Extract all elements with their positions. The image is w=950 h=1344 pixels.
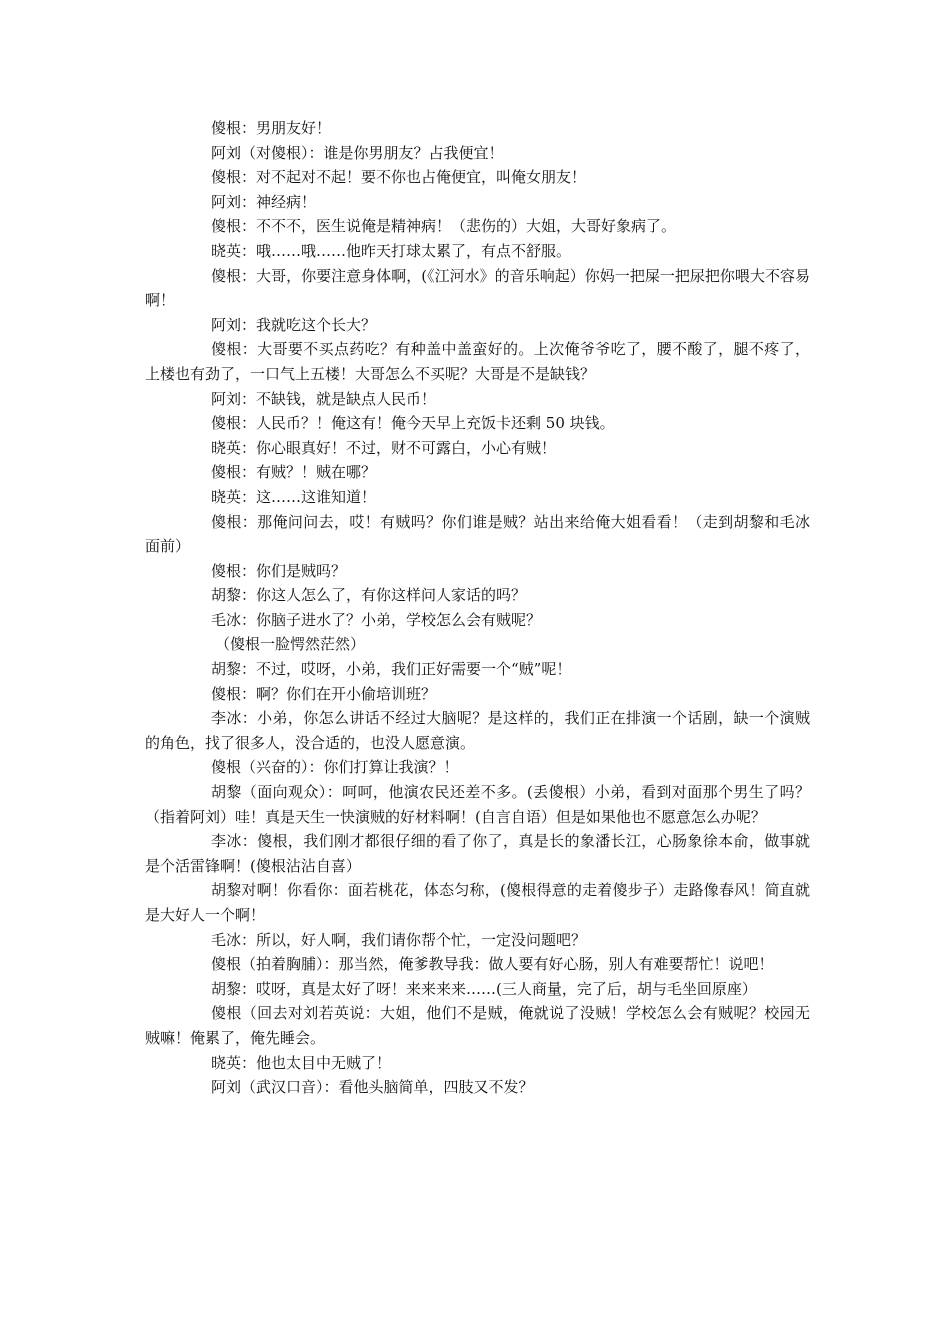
dialogue-line: 傻根（兴奋的）：你们打算让我演？！: [211, 758, 459, 777]
dialogue-line: 阿刘：不缺钱，就是缺点人民币！: [211, 389, 437, 408]
dialogue-line: 晓英：哦……哦……他昨天打球太累了，有点不舒服。: [211, 241, 572, 260]
dialogue-line: 傻根（回去对刘若英说：大姐，他们不是贼，俺就说了没贼！学校怎么会有贼呢？校园无贼嘛！俺累了，俺先睡会。: [145, 1004, 810, 1047]
stage-direction: （傻根一脸愕然茫然）: [215, 635, 366, 654]
dialogue-line: 阿刘：我就吃这个长大？: [211, 315, 377, 334]
dialogue-line: 傻根：人民币？！俺这有！俺今天早上充饭卡还剩 50 块钱。: [211, 414, 615, 433]
dialogue-line: 胡黎对啊！你看你：面若桃花，体态匀称，(傻根得意的走着傻步子）走路像春风！简直就是大好人一个啊！: [145, 881, 810, 924]
dialogue-line: 傻根：不不不，医生说俺是精神病！（悲伤的）大姐，大哥好象病了。: [211, 217, 677, 236]
script-text-block: [145, 116, 810, 1100]
dialogue-line: 李冰：傻根，我们刚才都很仔细的看了你了，真是长的象潘长江，心肠象徐本俞，做事就是个活雷锋啊！(傻根沾沾自喜）: [145, 832, 810, 875]
dialogue-line: 傻根：大哥，你要注意身体啊，(《江河水》的音乐响起）你妈一把屎一把尿把你喂大不容易啊！: [145, 266, 810, 310]
dialogue-line: 毛冰：你脑子进水了？小弟，学校怎么会有贼呢？: [211, 610, 542, 629]
dialogue-line: 傻根：啊？你们在开小偷培训班？: [211, 684, 437, 703]
dialogue-line: 晓英：你心眼真好！不过，财不可露白，小心有贼！: [211, 438, 557, 457]
dialogue-line: 阿刘（对傻根）：谁是你男朋友？占我便宜！: [211, 143, 504, 162]
dialogue-line: 胡黎（面向观众）：呵呵，他演农民还差不多。(丢傻根）小弟，看到对面那个男生了吗？（指着阿刘）哇！真是天生一快演贼的好材料啊！(自言自语）但是如果他也不愿意怎么办呢？: [145, 783, 810, 826]
dialogue-line: 晓英：这……这谁知道！: [211, 487, 377, 506]
dialogue-line: 毛冰：所以，好人啊，我们请你帮个忙，一定没问题吧？: [211, 930, 587, 949]
dialogue-line: 阿刘（武汉口音）：看他头脑简单，四肢又不发？: [211, 1078, 534, 1097]
dialogue-line: 胡黎：你这人怎么了，有你这样问人家话的吗？: [211, 586, 527, 605]
dialogue-line: 胡黎：哎呀，真是太好了呀！来来来来……(三人商量，完了后，胡与毛坐回原座）: [211, 979, 757, 998]
dialogue-line: 傻根：你们是贼吗？: [211, 561, 347, 580]
dialogue-line: 晓英：他也太目中无贼了！: [211, 1053, 392, 1072]
dialogue-line: 李冰：小弟，你怎么讲话不经过大脑呢？是这样的，我们正在排演一个话剧，缺一个演贼的角色，找了很多人，没合适的，也没人愿意演。: [145, 709, 810, 752]
dialogue-line: 傻根：对不起对不起！要不你也占俺便宜，叫俺女朋友！: [211, 168, 587, 187]
dialogue-line: 傻根（拍着胸脯）：那当然，俺爹教导我：做人要有好心肠，别人有难要帮忙！说吧！: [211, 955, 774, 974]
dialogue-line: 傻根：男朋友好！: [211, 119, 332, 137]
dialogue-line: 傻根：那俺问问去，哎！有贼吗？你们谁是贼？站出来给俺大姐看看！（走到胡黎和毛冰面前）: [145, 512, 810, 556]
dialogue-line: 阿刘：神经病！: [211, 192, 317, 211]
dialogue-line: 傻根：有贼？！贼在哪？: [211, 463, 377, 482]
dialogue-line: 傻根：大哥要不买点药吃？有种盖中盖蛮好的。上次俺爷爷吃了，腰不酸了，腿不疼了，上楼也有劲了，一口气上五楼！大哥怎么不买呢？大哥是不是缺钱？: [145, 340, 810, 383]
dialogue-line: 胡黎：不过，哎呀，小弟，我们正好需要一个“贼”呢！: [211, 660, 572, 679]
